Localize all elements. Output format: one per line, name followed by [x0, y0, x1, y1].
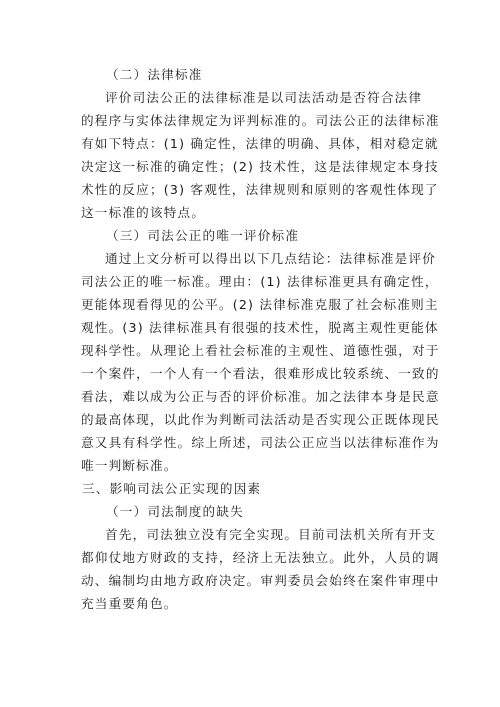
- paragraph-line: 有如下特点：(1) 确定性，法律的明确、具体，相对稳定就: [81, 136, 439, 151]
- paragraph-line: 评价司法公正的法律标准是以司法活动是否符合法律: [105, 90, 423, 105]
- paragraph-line: 的程序与实体法律规定为评判标准的。司法公正的法律标准: [81, 113, 440, 128]
- paragraph-line: 的最高体现，以此作为判断司法活动是否实现公正既体现民: [81, 412, 440, 427]
- paragraph-line: 术性的反应；(3) 客观性，法律规则和原则的客观性体现了: [81, 182, 439, 197]
- paragraph-line: 都仰仗地方财政的支持，经济上无法独立。此外，人员的调: [81, 550, 440, 565]
- paragraph-line: 看法，难以成为公正与否的评价标准。加之法律本身是民意: [81, 389, 440, 404]
- paragraph-line: 这一标准的该特点。: [81, 205, 206, 220]
- paragraph-line: 唯一判断标准。: [81, 458, 178, 473]
- paragraph-line: 一个案件，一个人有一个看法，很难形成比较系统、一致的: [81, 366, 440, 381]
- paragraph-line: 首先，司法独立没有完全实现。目前司法机关所有开支: [105, 527, 437, 542]
- section-heading-sole-standard: （三）司法公正的唯一评价标准: [106, 228, 300, 243]
- paragraph-line: 决定这一标准的确定性；(2) 技术性，这是法律规定本身技: [81, 159, 439, 174]
- paragraph-line: 充当重要角色。: [81, 596, 178, 611]
- paragraph-line: 司法公正的唯一标准。理由：(1) 法律标准更具有确定性，: [81, 274, 439, 289]
- paragraph-line: 现科学性。从理论上看社会标准的主观性、道德性强，对于: [81, 343, 440, 358]
- paragraph-line: 通过上文分析可以得出以下几点结论：法律标准是评价: [105, 251, 437, 266]
- paragraph-line: 观性。(3) 法律标准具有很强的技术性，脱离主观性更能体: [81, 320, 439, 335]
- section-heading-factors: 三、影响司法公正实现的因素: [82, 481, 262, 496]
- paragraph-line: 意又具有科学性。综上所述，司法公正应当以法律标准作为: [81, 435, 440, 450]
- section-heading-system-deficiency: （一）司法制度的缺失: [106, 504, 244, 519]
- section-heading-legal-standard: （二）法律标准: [106, 67, 203, 82]
- paragraph-line: 更能体现看得见的公平。(2) 法律标准克服了社会标准则主: [81, 297, 439, 312]
- paragraph-line: 动、编制均由地方政府决定。审判委员会始终在案件审理中: [81, 573, 440, 588]
